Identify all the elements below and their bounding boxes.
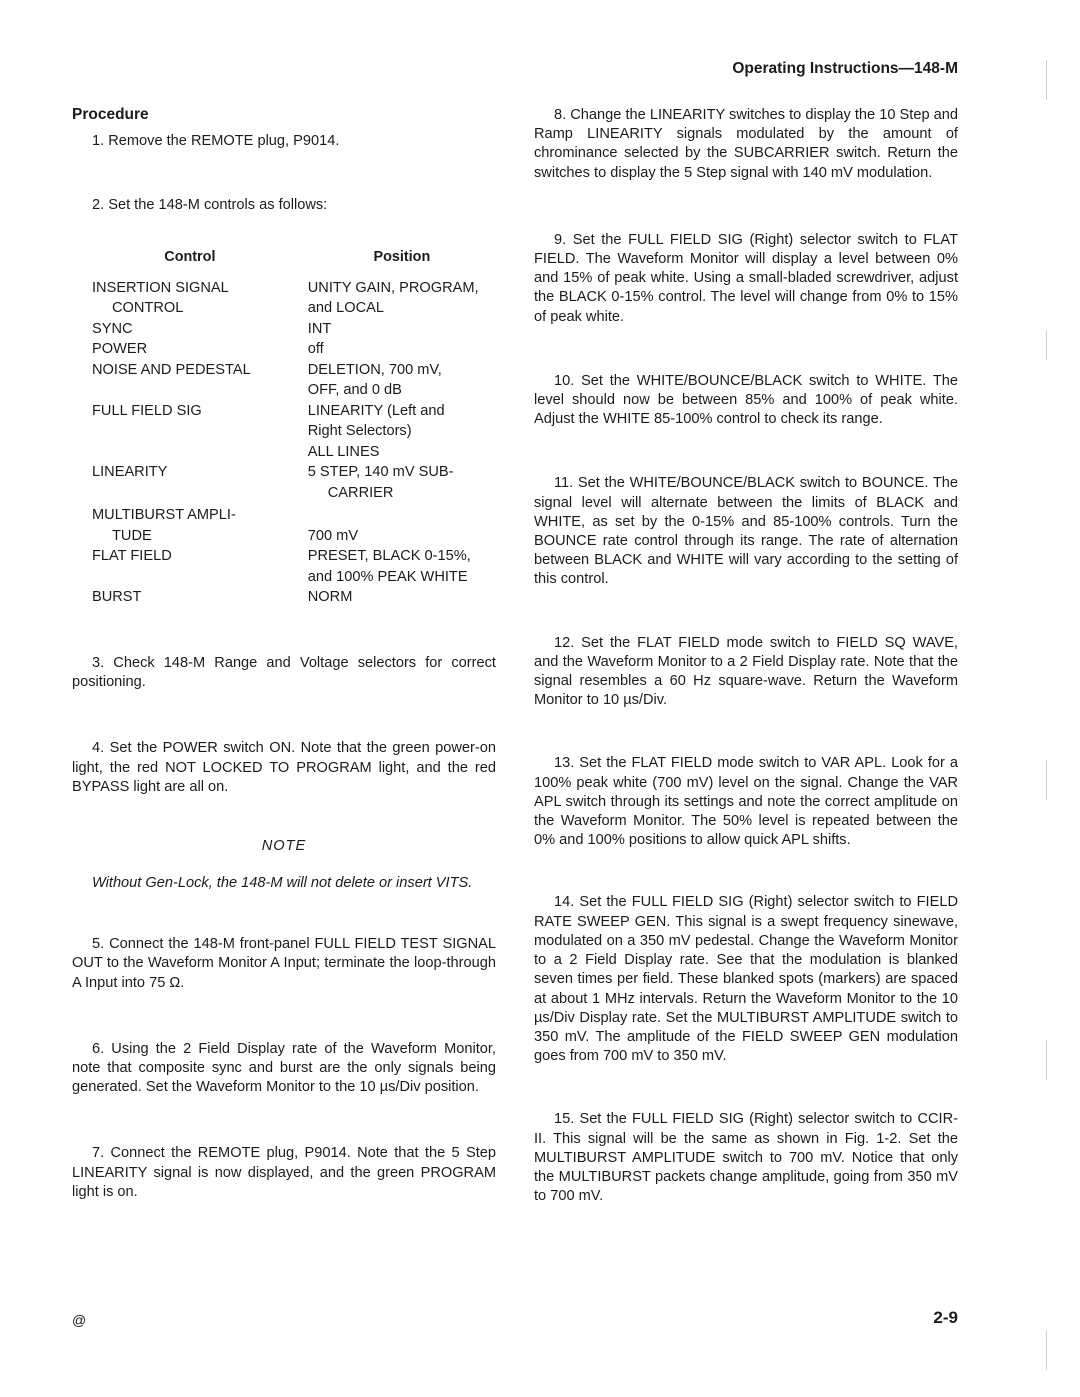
control-name: CONTROL (112, 300, 184, 317)
table-row (72, 401, 496, 463)
position-value: UNITY GAIN, PROGRAM, (307, 279, 479, 296)
table-row (72, 587, 496, 608)
scan-edge-mark (1046, 60, 1047, 100)
control-name: POWER (92, 341, 148, 358)
control-name: FLAT FIELD (92, 548, 172, 565)
step-7: 7. Connect the REMOTE plug, P9014. Note that the 5 Step LINEARITY signal is now displayed, and the green PROGRAM light is on. (72, 1145, 496, 1200)
scan-edge-mark (1046, 1330, 1047, 1370)
control-name: MULTIBURST AMPLI- (92, 507, 236, 524)
table-row (72, 462, 496, 503)
position-value (308, 505, 496, 526)
position-value: Right Selectors) (307, 423, 412, 440)
page-number: 2-9 (933, 1308, 958, 1327)
control-name: INSERTION SIGNAL (92, 279, 229, 296)
step-13: 13. Set the FLAT FIELD mode switch to VAR APL. Look for a 100% peak white (700 mV) level on the signal. Change the VAR APL switch through its settings and note the correct amplitude on the Waveform Monitor. The 50% level is repeated between the 0% and 100% positions to allow quick APL shifts. (534, 755, 958, 849)
column-header-position: Position (373, 249, 431, 266)
step-3: 3. Check 148-M Range and Voltage selectors for correct positioning. (72, 654, 496, 691)
step-8: 8. Change the LINEARITY switches to display the 10 Step and Ramp LINEARITY signals modulated by the amount of chrominance selected by the SUBCARRIER switch. Return the switches to display the 5 Step signal with 140 mV modulation. (534, 107, 958, 181)
step-15: 15. Set the FULL FIELD SIG (Right) selector switch to CCIR-II. This signal will be the same as shown in Fig. 1-2. Set the MULTIBURST AMPLITUDE switch to 700 mV. Notice that only the MULTIBURST packets change amplitude, going from 350 mV to 700 mV. (534, 1111, 958, 1205)
column-header-control: Control (164, 249, 216, 266)
page-header-title: Operating Instructions—148-M (732, 60, 958, 77)
control-name: BURST (92, 589, 142, 606)
step-1: 1. Remove the REMOTE plug, P9014. (92, 133, 340, 149)
position-value: PRESET, BLACK 0-15%, (307, 548, 471, 565)
position-value: ALL LINES (307, 443, 380, 460)
scan-edge-mark (1046, 330, 1047, 360)
table-row (72, 278, 496, 319)
scan-edge-mark (1046, 1040, 1047, 1080)
position-value: 5 STEP, 140 mV SUB- (307, 464, 454, 481)
position-value: OFF, and 0 dB (307, 382, 402, 399)
step-4: 4. Set the POWER switch ON. Note that the green power-on light, the red NOT LOCKED TO PROGRAM light, and the red BYPASS light are all on. (72, 740, 496, 795)
table-row (72, 339, 496, 360)
footer-symbol: @ (72, 1312, 87, 1328)
note-title: NOTE (261, 837, 307, 854)
position-value: DELETION, 700 mV, (307, 361, 442, 378)
step-9: 9. Set the FULL FIELD SIG (Right) selector switch to FLAT FIELD. The Waveform Monitor will display a level between 0% and 15% of peak white. Using a small-bladed screwdriver, adjust the BLACK 0-15% control. The level will change from 0% to 15% of peak white. (534, 231, 958, 325)
step-10: 10. Set the WHITE/BOUNCE/BLACK switch to WHITE. The level should now be between 85% and 100% of peak white. Adjust the WHITE 85-100% control to check its range. (534, 372, 958, 428)
control-name: LINEARITY (92, 464, 168, 481)
position-value: off (307, 341, 324, 358)
position-value: INT (307, 320, 332, 337)
control-name: FULL FIELD SIG (92, 402, 202, 419)
step-6: 6. Using the 2 Field Display rate of the Waveform Monitor, note that composite sync and burst are the only signals being generated. Set the Waveform Monitor to the 10 µs/Div position. (72, 1040, 496, 1096)
position-value: CARRIER (327, 484, 394, 501)
procedure-heading: Procedure (72, 106, 149, 123)
position-value: LINEARITY (Left and (307, 402, 445, 419)
controls-table (72, 247, 496, 608)
scan-edge-mark (1046, 760, 1047, 800)
left-column (72, 106, 496, 1202)
position-value: NORM (307, 589, 353, 606)
note-text: Without Gen-Lock, the 148-M will not delete or insert VITS. (92, 874, 473, 891)
control-name: SYNC (92, 320, 133, 337)
position-value: and LOCAL (307, 300, 385, 317)
table-row (72, 503, 496, 546)
table-row (72, 360, 496, 401)
position-value: and 100% PEAK WHITE (307, 568, 468, 585)
step-2: 2. Set the 148-M controls as follows: (92, 197, 328, 214)
right-column (534, 106, 958, 1206)
step-11: 11. Set the WHITE/BOUNCE/BLACK switch to BOUNCE. The signal level will alternate between the limits of BLACK and WHITE, as set by the 0-15% and 85-100% controls. Turn the BOUNCE rate control through its range. The rate of alternation between BLACK and WHITE will vary according to the setting of this control. (534, 475, 958, 588)
step-12: 12. Set the FLAT FIELD mode switch to FIELD SQ WAVE, and the Waveform Monitor to a 2 Field Display rate. Note that the signal resembles a 60 Hz square-wave. Return the Waveform Monitor to 10 µs/Div. (534, 634, 958, 709)
control-name: NOISE AND PEDESTAL (92, 361, 251, 378)
table-row (72, 319, 496, 340)
table-row (72, 546, 496, 587)
step-14: 14. Set the FULL FIELD SIG (Right) selector switch to FIELD RATE SWEEP GEN. This signal is a swept frequency sinewave, modulated on a 350 mV pedestal. Change the Waveform Monitor to a 2 Field Display rate. See that the modulation is blanked seven times per field. These blanked spots (markers) are spaced at about 1 MHz intervals. Return the Waveform Monitor to the 10 µs/Div Display rate. Set the MULTIBURST AMPLITUDE switch to 350 mV. The amplitude of the FIELD SWEEP GEN modulation goes from 700 mV to 350 mV. (534, 894, 958, 1065)
step-5: 5. Connect the 148-M front-panel FULL FIELD TEST SIGNAL OUT to the Waveform Monitor A Input; terminate the loop-through A Input into 75 Ω. (72, 936, 496, 991)
control-name: TUDE (112, 527, 152, 544)
position-value: 700 mV (307, 527, 359, 544)
